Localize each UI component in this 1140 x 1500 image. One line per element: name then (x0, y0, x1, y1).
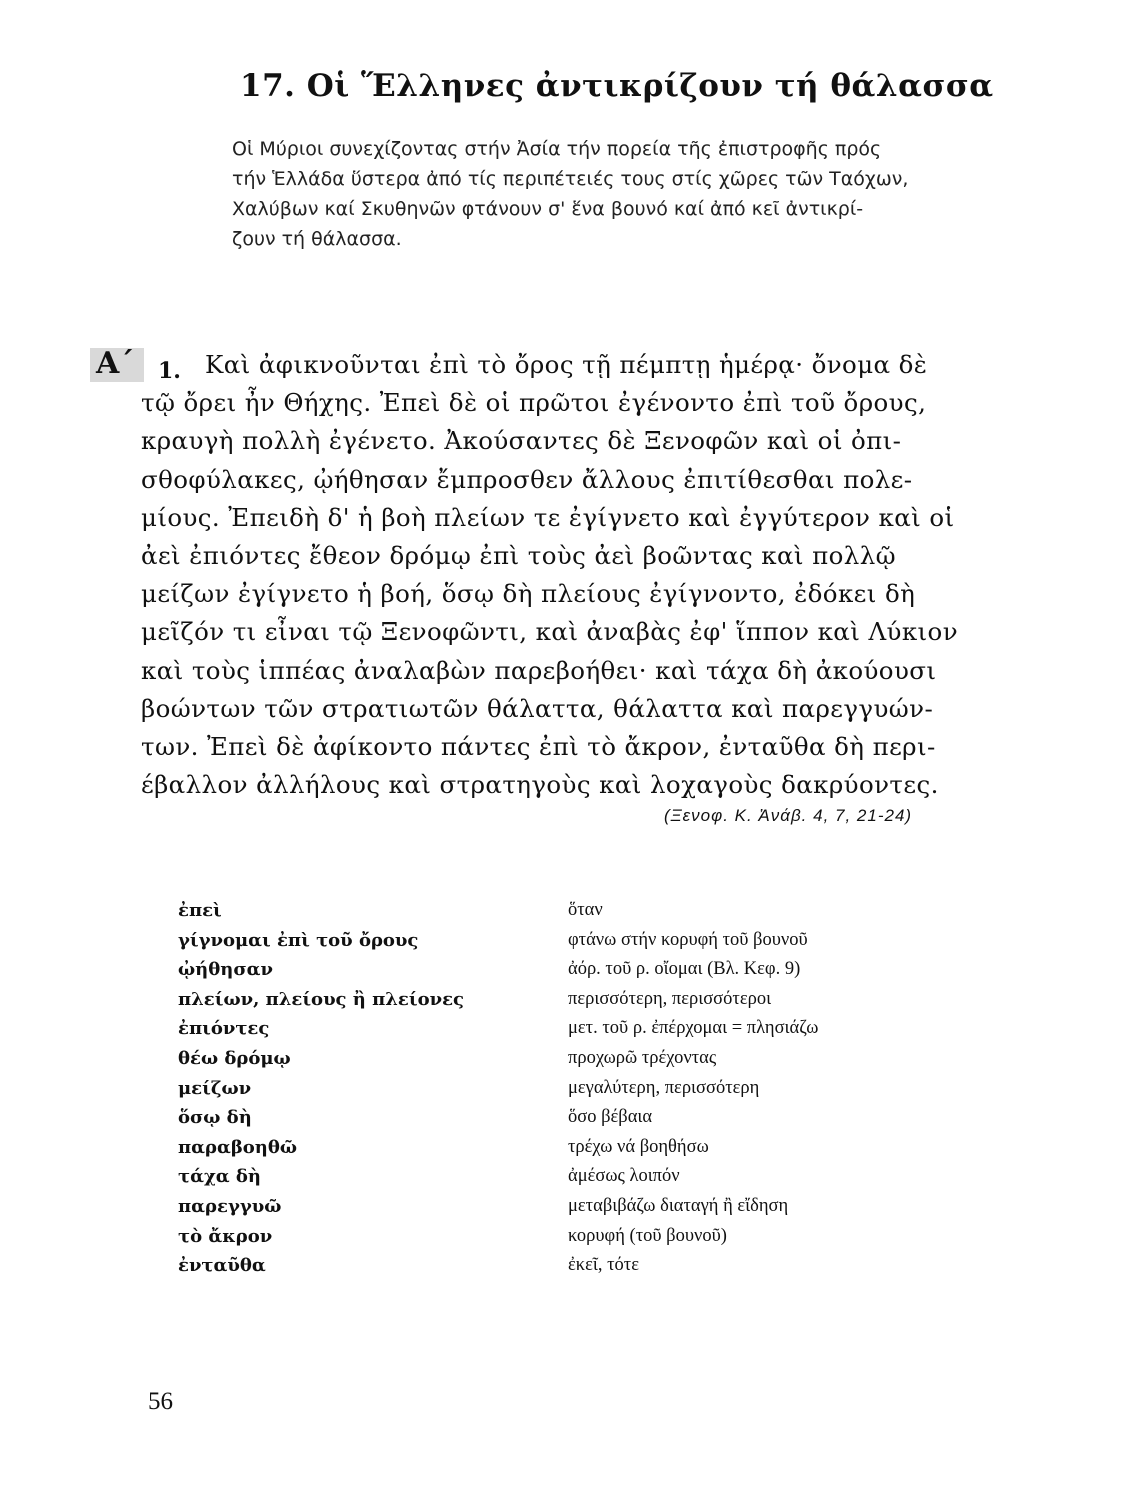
glossary-term: ᾠήθησαν (178, 959, 273, 981)
intro-line: Οἱ Μύριοι συνεχίζοντας στήν Ἀσία τήν πορεία τῆς ἐπιστροφῆς πρός (232, 138, 882, 160)
passage-line: κραυγὴ πολλὴ ἐγένετο. Ἀκούσαντες δὲ Ξενοφῶν καὶ οἱ ὀπι- (141, 426, 902, 456)
glossary-term: ὅσῳ δὴ (178, 1107, 252, 1129)
passage-line: των. Ἐπεὶ δὲ ἀφίκοντο πάντες ἐπὶ τὸ ἄκρον, ἐνταῦθα δὴ περι- (141, 732, 936, 762)
ancient-greek-passage (141, 346, 1025, 804)
section-marker-label: Α΄ (96, 346, 135, 381)
passage-line: Καὶ ἀφικνοῦνται ἐπὶ τὸ ὄρος τῇ πέμπτῃ ἡμέρᾳ· ὄνομα δὲ (205, 350, 928, 379)
glossary-definition: κορυφή (τοῦ βουνοῦ) (568, 1225, 727, 1246)
passage-line: μεῖζόν τι εἶναι τῷ Ξενοφῶντι, καὶ ἀναβὰς ἐφ' ἵππον καὶ Λύκιον (141, 617, 958, 647)
glossary-term: ἐπιόντες (178, 1018, 270, 1040)
glossary-row (178, 1196, 1018, 1226)
glossary-term: ἐπεὶ (178, 900, 222, 921)
glossary-row (178, 930, 1018, 960)
glossary-definition: ὅταν (568, 900, 603, 920)
glossary-definition: ἀόρ. τοῦ ρ. οἴομαι (Βλ. Κεφ. 9) (568, 959, 801, 980)
page-number: 56 (148, 1388, 173, 1415)
passage-line: μείζων ἐγίγνετο ἡ βοή, ὅσῳ δὴ πλείους ἐγίγνοντο, ἐδόκει δὴ (141, 579, 916, 609)
source-citation: (Ξενοφ. Κ. Ἀνάβ. 4, 7, 21-24) (664, 806, 913, 825)
section-marker (96, 346, 134, 381)
glossary-row (178, 900, 1018, 930)
glossary-term: πλείων, πλείους ἢ πλείονες (178, 988, 464, 1010)
glossary-row (178, 1255, 1018, 1285)
glossary-row (178, 1226, 1018, 1256)
passage-line: καὶ τοὺς ἱππέας ἀναλαβὼν παρεβοήθει· καὶ τάχα δὴ ἀκούουσι (141, 655, 937, 685)
glossary-definition: ἀμέσως λοιπόν (568, 1166, 680, 1187)
glossary-row (178, 1166, 1018, 1196)
intro-line: τήν Ἑλλάδα ὕστερα ἀπό τίς περιπέτειές τους στίς χῶρες τῶν Ταόχων, (232, 168, 909, 190)
passage-line: τῷ ὄρει ἦν Θήχης. Ἐπεὶ δὲ οἱ πρῶτοι ἐγένοντο ἐπὶ τοῦ ὄρους, (141, 388, 927, 418)
glossary-definition: μετ. τοῦ ρ. ἐπέρχομαι = πλησιάζω (568, 1018, 819, 1039)
glossary-definition: μεταβιβάζω διαταγή ἢ εἴδηση (568, 1195, 789, 1216)
glossary-term: τὸ ἄκρον (178, 1225, 273, 1247)
glossary-definition: τρέχω νά βοηθήσω (568, 1136, 709, 1157)
glossary-definition: ἐκεῖ, τότε (568, 1255, 639, 1276)
paragraph-number: 1. (158, 358, 181, 384)
glossary-definition: μεγαλύτερη, περισσότερη (568, 1077, 760, 1098)
glossary-term: μείζων (178, 1077, 252, 1099)
glossary-row (178, 989, 1018, 1019)
glossary-definition: ὅσο βέβαια (568, 1107, 653, 1128)
glossary-definition: προχωρῶ τρέχοντας (568, 1047, 717, 1068)
glossary-term: παρεγγυῶ (178, 1195, 282, 1217)
intro-line: ζουν τή θάλασσα. (232, 228, 402, 250)
glossary-row (178, 1048, 1018, 1078)
passage-line: ἀεὶ ἐπιόντες ἔθεον δρόμῳ ἐπὶ τοὺς ἀεὶ βοῶντας καὶ πολλῷ (141, 541, 897, 571)
glossary-term: θέω δρόμῳ (178, 1047, 291, 1069)
glossary-row (178, 1107, 1018, 1137)
intro-paragraph (232, 134, 1032, 254)
glossary-definition: περισσότερη, περισσότεροι (568, 988, 772, 1009)
passage-line: έβαλλον ἀλλήλους καὶ στρατηγοὺς καὶ λοχαγοὺς δακρύοντες. (141, 770, 939, 800)
vocabulary-glossary (178, 900, 1018, 1285)
glossary-row (178, 1137, 1018, 1167)
glossary-row (178, 959, 1018, 989)
glossary-term: τάχα δὴ (178, 1166, 262, 1188)
glossary-definition: φτάνω στήν κορυφή τοῦ βουνοῦ (568, 929, 808, 950)
glossary-row (178, 1018, 1018, 1048)
passage-line: σθοφύλακες, ᾠήθησαν ἔμπροσθεν ἄλλους ἐπιτίθεσθαι πολε- (141, 464, 913, 494)
glossary-term: ἐνταῦθα (178, 1255, 266, 1277)
intro-line: Χαλύβων καί Σκυθηνῶν φτάνουν σ' ἕνα βουνό καί ἀπό κεῖ ἀντικρί- (232, 198, 864, 220)
glossary-term: παραβοηθῶ (178, 1136, 298, 1158)
passage-line: μίους. Ἐπειδὴ δ' ἡ βοὴ πλείων τε ἐγίγνετο καὶ ἐγγύτερον καὶ οἱ (141, 502, 955, 532)
glossary-term: γίγνομαι ἐπὶ τοῦ ὄρους (178, 929, 419, 951)
glossary-row (178, 1078, 1018, 1108)
passage-line: βοώντων τῶν στρατιωτῶν θάλαττα, θάλαττα καὶ παρεγγυών- (141, 693, 934, 723)
chapter-title: 17. Οἱ Ἕλληνες ἀντικρίζουν τή θάλασσα (240, 68, 994, 104)
